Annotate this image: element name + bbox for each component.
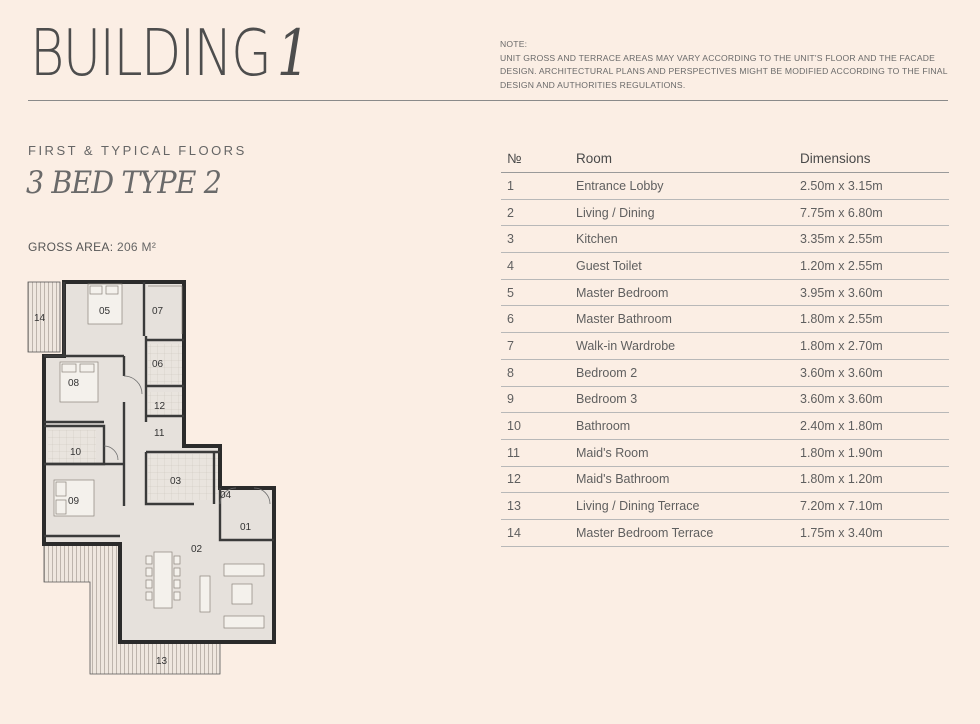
room-number: 14 (501, 519, 576, 546)
room-name: Master Bedroom (576, 279, 800, 306)
room-number: 12 (501, 466, 576, 493)
gross-area (28, 240, 156, 254)
room-number: 8 (501, 359, 576, 386)
plan-label-06: 06 (152, 359, 164, 370)
room-name: Kitchen (576, 226, 800, 253)
room-number: 2 (501, 199, 576, 226)
room-dimensions: 1.80m x 2.55m (800, 306, 949, 333)
plan-label-14: 14 (34, 313, 46, 324)
room-dimensions: 3.60m x 3.60m (800, 359, 949, 386)
room-name: Maid's Room (576, 439, 800, 466)
room-number: 11 (501, 439, 576, 466)
plan-label-09: 09 (68, 496, 80, 507)
floor-plan (24, 276, 280, 684)
room-dimensions: 1.75m x 3.40m (800, 519, 949, 546)
room-dimensions: 3.35m x 2.55m (800, 226, 949, 253)
col-header-dimensions: Dimensions (800, 145, 949, 173)
room-dimensions: 1.80m x 1.90m (800, 439, 949, 466)
plan-label-03: 03 (170, 476, 182, 487)
table-row (501, 466, 949, 493)
room-number: 10 (501, 413, 576, 440)
building-title (30, 17, 309, 91)
col-header-number: № (501, 145, 576, 173)
room-name: Maid's Bathroom (576, 466, 800, 493)
table-row (501, 413, 949, 440)
gross-area-label: GROSS AREA: (28, 240, 114, 254)
room-number: 7 (501, 333, 576, 360)
plan-label-11: 11 (154, 428, 165, 439)
room-name: Master Bedroom Terrace (576, 519, 800, 546)
room-dimensions: 7.20m x 7.10m (800, 493, 949, 520)
table-row (501, 359, 949, 386)
table-row (501, 306, 949, 333)
dining-table (146, 552, 180, 608)
table-header-row (501, 145, 949, 173)
floors-heading: FIRST & TYPICAL FLOORS (28, 143, 247, 158)
plan-label-13: 13 (156, 656, 168, 667)
room-name: Bedroom 2 (576, 359, 800, 386)
table-row (501, 519, 949, 546)
room-number: 13 (501, 493, 576, 520)
room-name: Walk-in Wardrobe (576, 333, 800, 360)
room-dimensions: 2.40m x 1.80m (800, 413, 949, 440)
table-row (501, 493, 949, 520)
col-header-room: Room (576, 145, 800, 173)
room-number: 6 (501, 306, 576, 333)
note-text: UNIT GROSS AND TERRACE AREAS MAY VARY ACCORDING TO THE UNIT'S FLOOR AND THE FACADE DESIGN. ARCHITECTURAL PLANS AND PERSPECTIVES MIGHT BE MODIFIED ACCORDING TO THE FINAL DESIGN AND AUTHORITIES REGULATIONS. (500, 52, 948, 90)
table-row (501, 253, 949, 280)
room-dimensions: 2.50m x 3.15m (800, 173, 949, 200)
room-number: 3 (501, 226, 576, 253)
note-label: NOTE: (500, 39, 528, 49)
room-number: 4 (501, 253, 576, 280)
room-name: Bedroom 3 (576, 386, 800, 413)
kitchen-03-floor (148, 454, 218, 500)
table-row (501, 279, 949, 306)
plan-label-02: 02 (191, 544, 203, 555)
plan-label-08: 08 (68, 378, 80, 389)
table-row (501, 386, 949, 413)
plan-label-07: 07 (152, 306, 164, 317)
plan-label-01: 01 (240, 522, 252, 533)
gross-area-value: 206 M² (116, 240, 157, 254)
room-dimensions: 1.20m x 2.55m (800, 253, 949, 280)
plan-label-12: 12 (154, 401, 166, 412)
note-block (500, 38, 950, 92)
table-row (501, 226, 949, 253)
room-name: Bathroom (576, 413, 800, 440)
building-title-word: BUILDING (30, 17, 271, 91)
building-title-number: 1 (276, 17, 309, 91)
room-number: 5 (501, 279, 576, 306)
room-name: Master Bathroom (576, 306, 800, 333)
room-dimensions: 1.80m x 1.20m (800, 466, 949, 493)
master-bed (88, 284, 122, 324)
header-divider (28, 100, 948, 101)
room-dimensions: 1.80m x 2.70m (800, 333, 949, 360)
room-number: 1 (501, 173, 576, 200)
room-name: Living / Dining Terrace (576, 493, 800, 520)
room-name: Entrance Lobby (576, 173, 800, 200)
unit-type-heading: 3 BED TYPE 2 (26, 165, 221, 201)
room-dimensions: 3.60m x 3.60m (800, 386, 949, 413)
plan-label-04: 04 (220, 490, 232, 501)
room-name: Living / Dining (576, 199, 800, 226)
plan-label-10: 10 (70, 447, 82, 458)
room-dimensions: 7.75m x 6.80m (800, 199, 949, 226)
room-schedule-table (501, 145, 949, 547)
table-row (501, 439, 949, 466)
table-row (501, 173, 949, 200)
room-dimensions: 3.95m x 3.60m (800, 279, 949, 306)
room-number: 9 (501, 386, 576, 413)
room-name: Guest Toilet (576, 253, 800, 280)
table-row (501, 199, 949, 226)
plan-label-05: 05 (99, 306, 111, 317)
table-row (501, 333, 949, 360)
